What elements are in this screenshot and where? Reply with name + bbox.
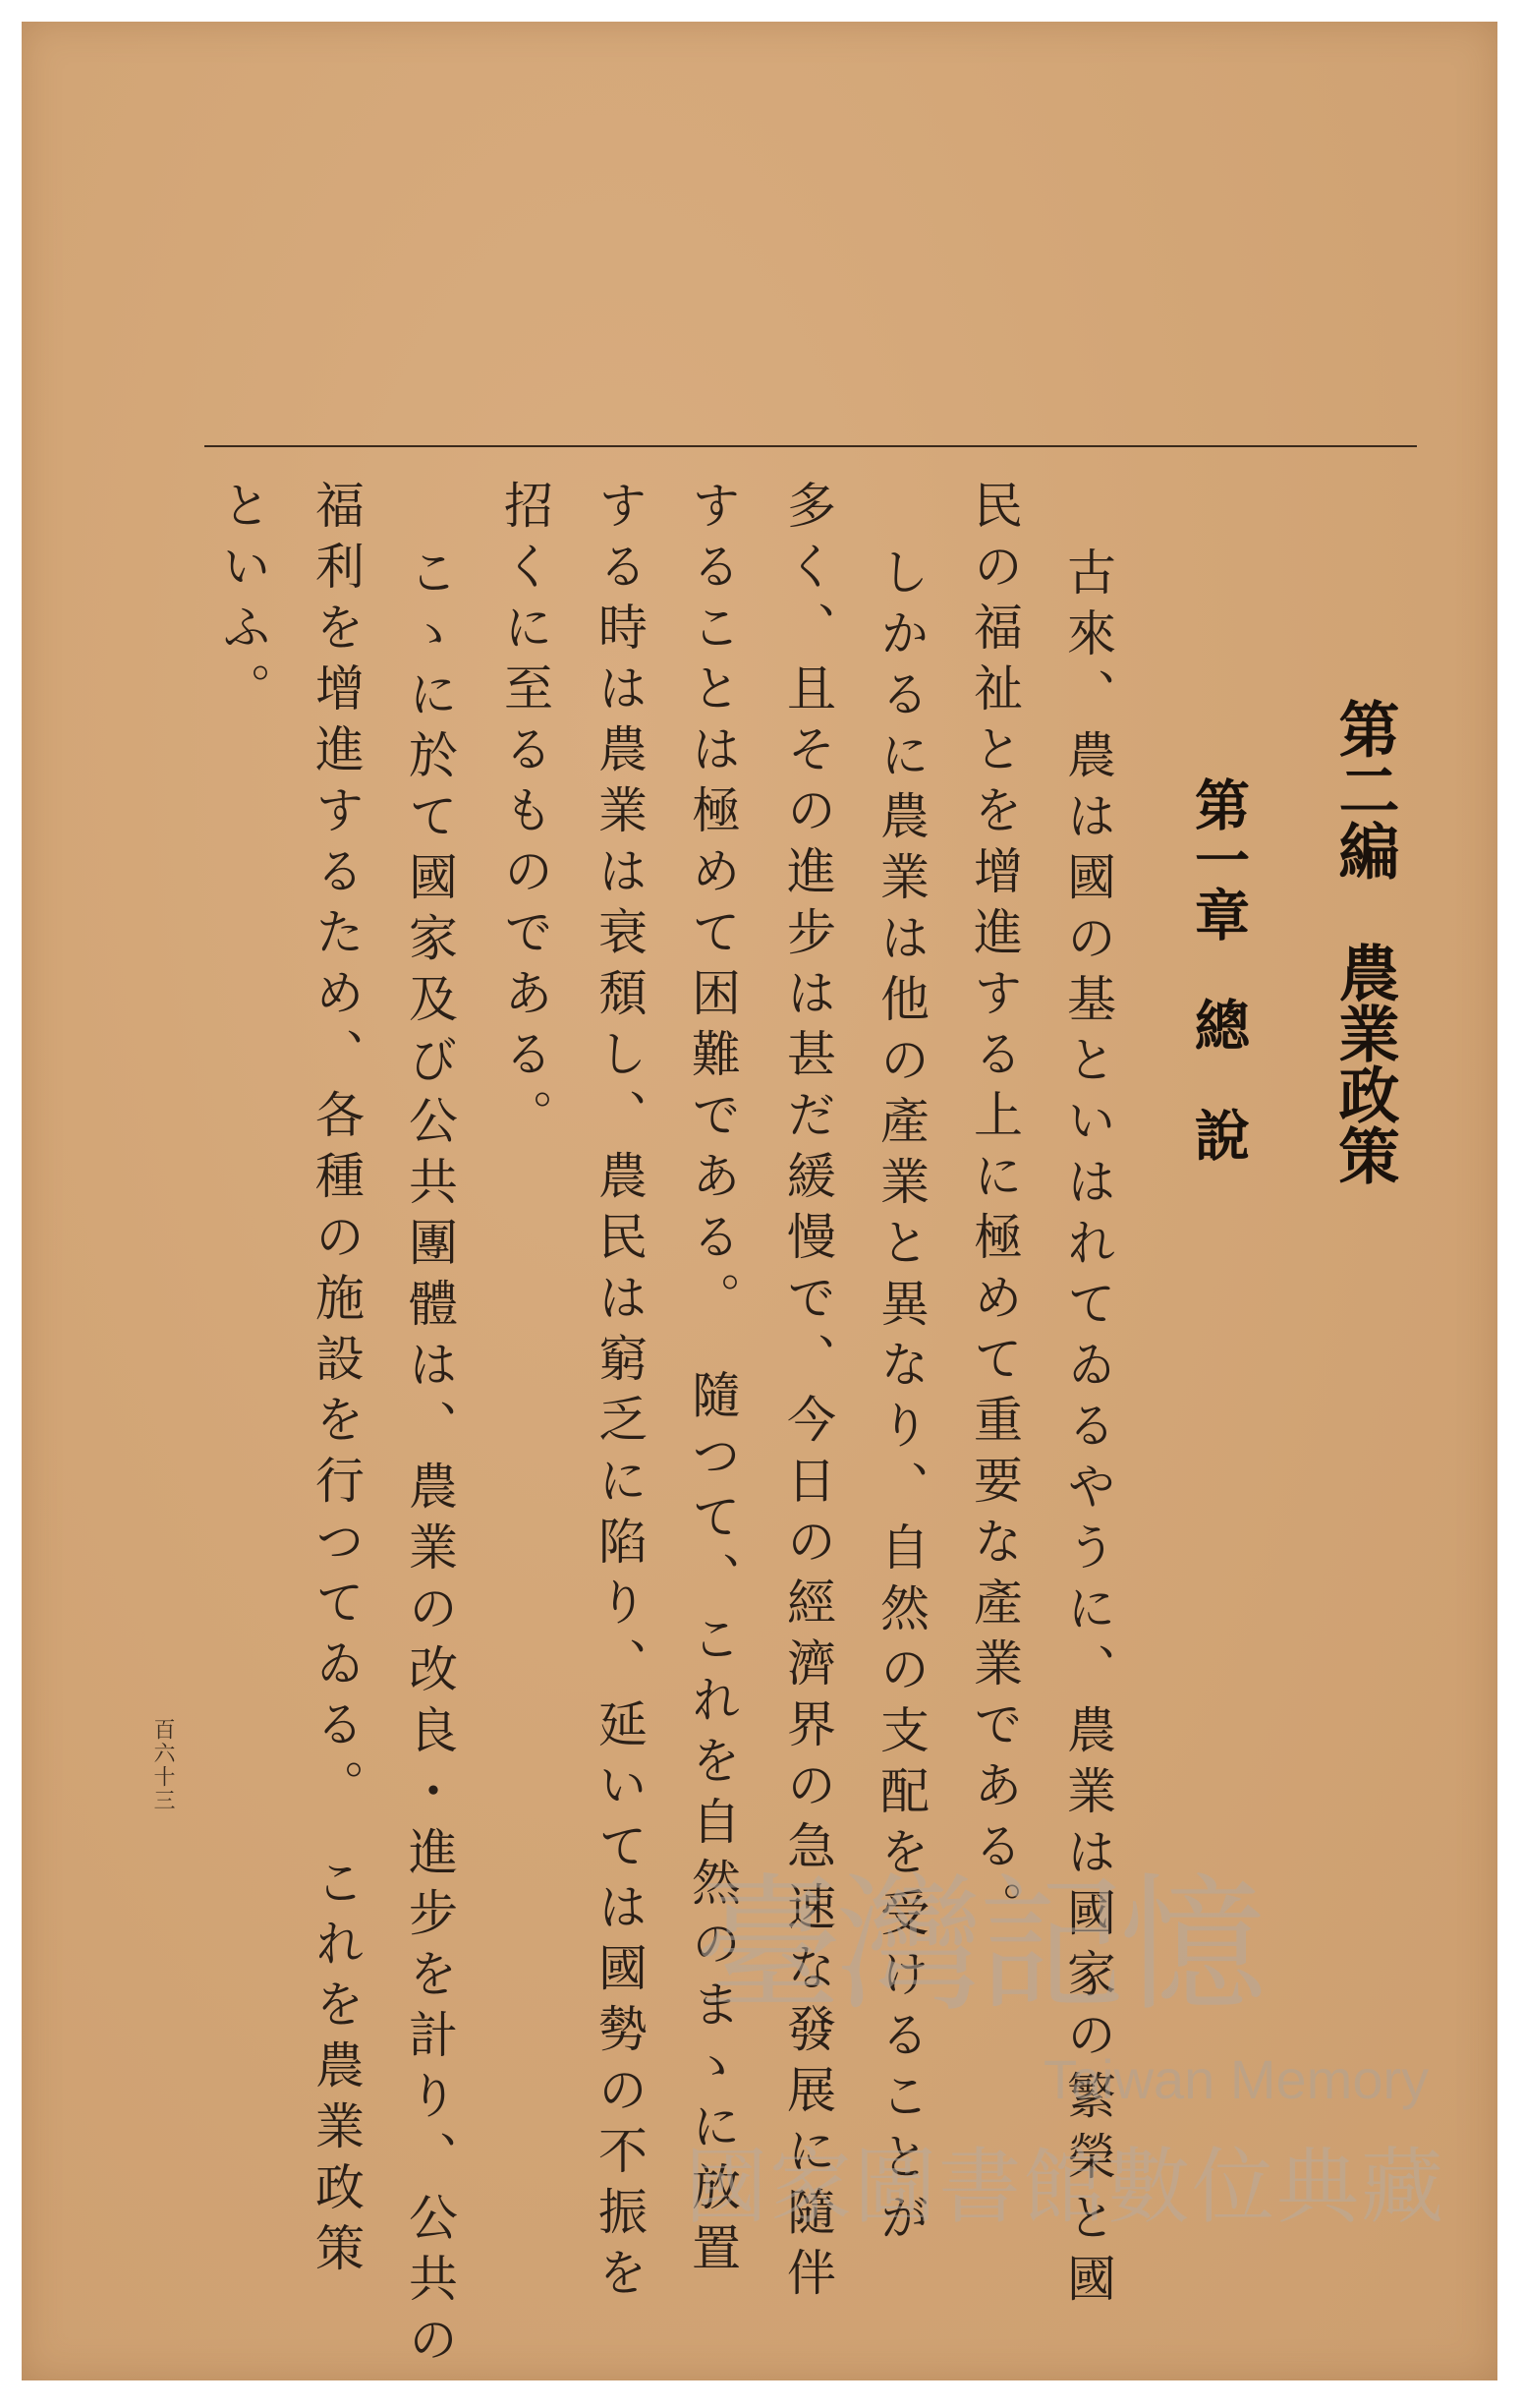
text-column-1: 古來、農は國の基といはれてゐるやうに、農業は國家の繁榮と國 — [1059, 546, 1116, 2314]
text-column-5: することは極めて困難である。 隨つて、これを自然のまゝに放置 — [684, 480, 741, 2283]
text-column-7: 招くに至るものである。 — [496, 480, 553, 1150]
text-column-2: 民の福祉とを增進する上に極めて重要な產業である。 — [966, 480, 1023, 1942]
text-column-4: 多く、且その進步は甚だ緩慢で、今日の經濟界の急速な發展に隨伴 — [779, 480, 836, 2308]
text-column-9: 福利を增進するため、各種の施設を行つてゐる。 これを農業政策 — [308, 480, 365, 2283]
text-column-8: こゝに於て國家及び公共團體は、農業の改良・進步を計り、公共の — [401, 546, 458, 2375]
text-column-10: といふ。 — [214, 480, 271, 723]
top-rule — [204, 445, 1417, 447]
watermark-english: Taiwan Memory — [1044, 2048, 1430, 2110]
text-column-3: しかるに農業は他の產業と異なり、自然の支配を受けることが — [873, 546, 930, 2253]
book-page — [22, 22, 1497, 2380]
part-heading: 第二編 農業政策 — [1328, 698, 1400, 1185]
page-number: 百六十三 — [150, 1718, 175, 1812]
text-column-6: する時は農業は衰頹し、農民は窮乏に陷り、延いては國勢の不振を — [591, 480, 648, 2308]
watermark-logo: 臺灣記憶 — [695, 1861, 1262, 2032]
chapter-heading: 第一章 總 說 — [1186, 776, 1251, 1162]
watermark-library: 國家圖書館數位典藏 — [685, 2139, 1446, 2235]
